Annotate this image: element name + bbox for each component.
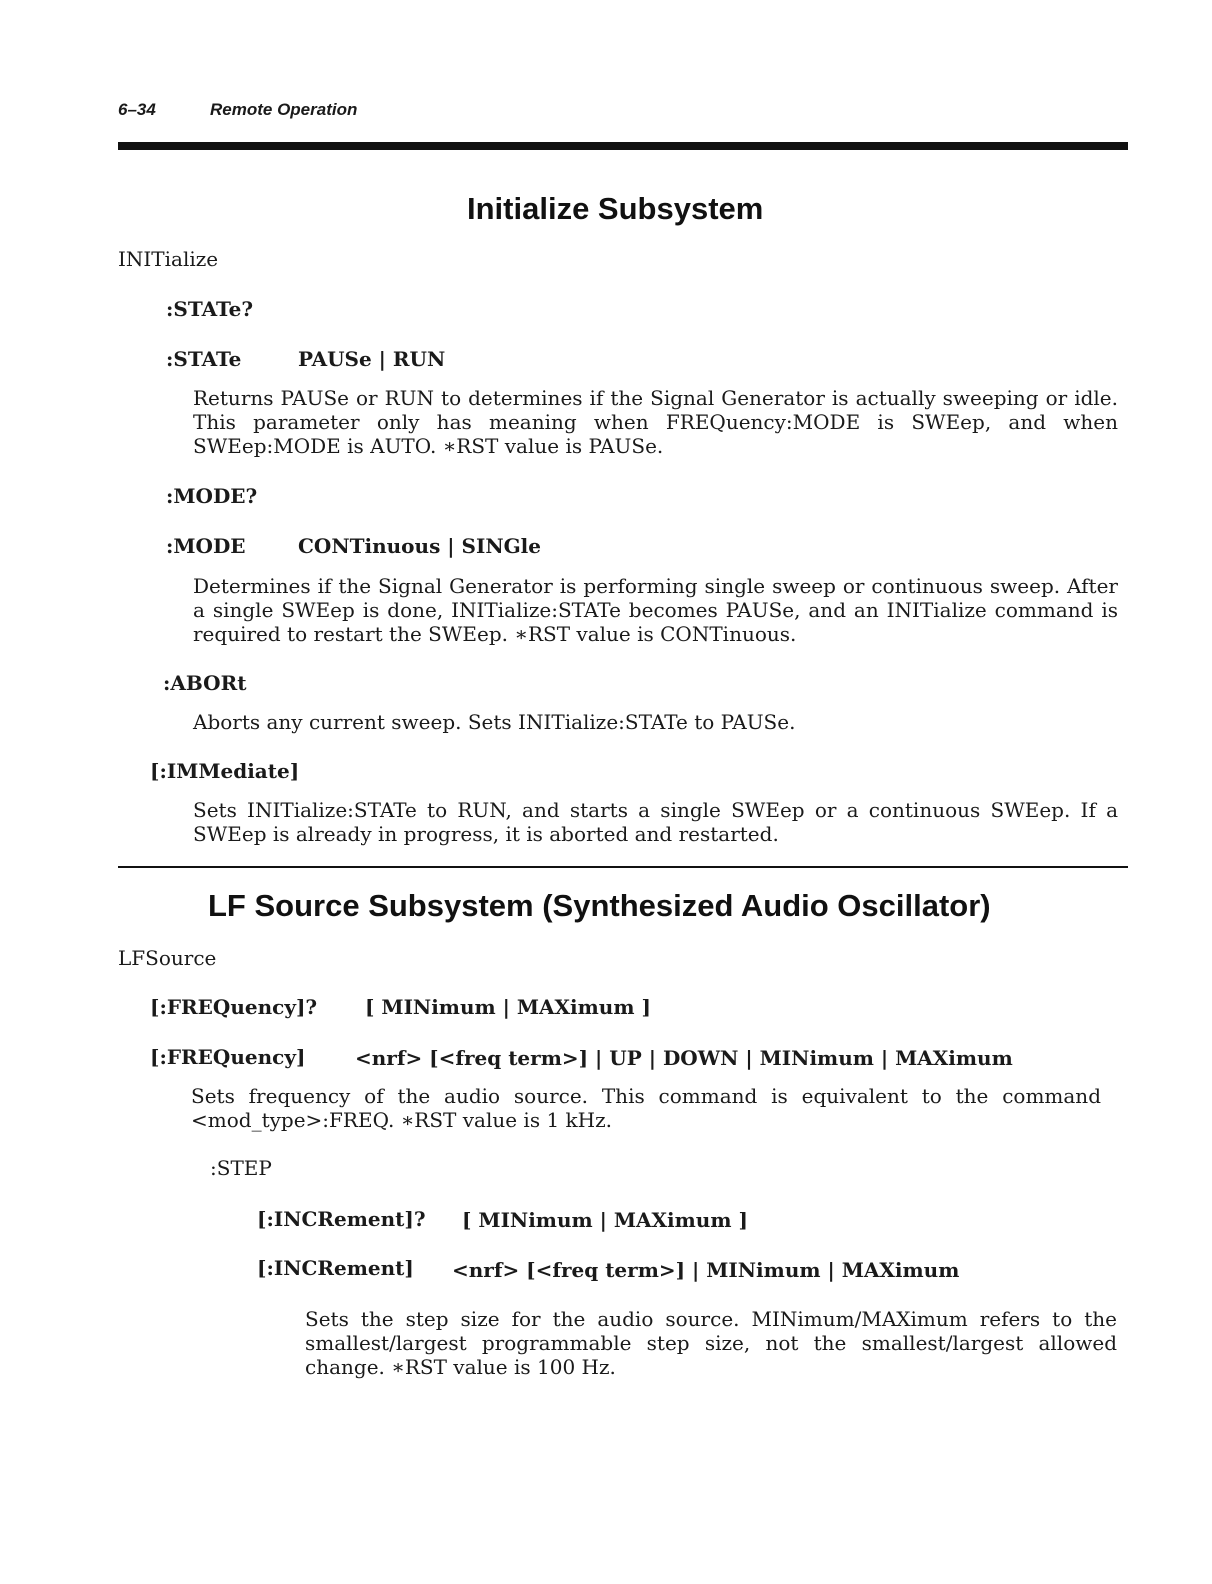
section-divider <box>118 866 1128 868</box>
mode-description: Determines if the Signal Generator is performing single sweep or continuous sweep. After a single SWEep is done, INITialize:STATe becomes PAUSe, and an INITialize command is required to restart the SWEep. ∗RST value is CONTinuous. <box>193 574 1118 646</box>
state-query: :STATe? <box>166 297 254 321</box>
immediate-command: [:IMMediate] <box>150 759 300 783</box>
immediate-description: Sets INITialize:STATe to RUN, and starts a single SWEep or a continuous SWEep. If a SWEep is already in progress, it is aborted and restarted. <box>193 798 1118 846</box>
frequency-description: Sets frequency of the audio source. This command is equivalent to the command <mod_type>:FREQ. ∗RST value is 1 kHz. <box>191 1084 1101 1132</box>
abort-description: Aborts any current sweep. Sets INITialize:STATe to PAUSe. <box>193 710 796 734</box>
state-command: :STATe <box>166 347 242 371</box>
initialize-root: INITialize <box>118 247 219 271</box>
frequency-query: [:FREQuency]? <box>150 995 318 1019</box>
state-description: Returns PAUSe or RUN to determines if the Signal Generator is actually sweeping or idle. This parameter only has meaning when FREQuency:MODE is SWEep, and when SWEep:MODE is AUTO. ∗RST value is PAUSe. <box>193 386 1118 458</box>
increment-description: Sets the step size for the audio source. MINimum/MAXimum refers to the smallest/largest programmable step size, not the smallest/largest allowed change. ∗RST value is 100 Hz. <box>305 1307 1117 1379</box>
state-params: PAUSe | RUN <box>298 347 446 371</box>
step-node: :STEP <box>210 1156 272 1180</box>
mode-query: :MODE? <box>166 484 258 508</box>
page-number: 6–34 <box>118 100 156 119</box>
mode-command: :MODE <box>166 534 246 558</box>
abort-command: :ABORt <box>163 671 247 695</box>
initialize-title: Initialize Subsystem <box>467 191 764 226</box>
frequency-params: <nrf> [<freq term>] | UP | DOWN | MINimum | MAXimum <box>355 1046 1013 1070</box>
increment-params: <nrf> [<freq term>] | MINimum | MAXimum <box>452 1258 960 1282</box>
frequency-command: [:FREQuency] <box>150 1045 306 1069</box>
header-rule <box>118 142 1128 150</box>
lfsource-title: LF Source Subsystem (Synthesized Audio Oscillator) <box>208 888 991 923</box>
frequency-query-params: [ MINimum | MAXimum ] <box>365 995 651 1019</box>
increment-command: [:INCRement] <box>257 1256 414 1280</box>
increment-query: [:INCRement]? <box>257 1207 426 1231</box>
lfsource-root: LFSource <box>118 946 217 970</box>
mode-params: CONTinuous | SINGle <box>298 534 542 558</box>
running-header: Remote Operation <box>210 100 358 119</box>
increment-query-params: [ MINimum | MAXimum ] <box>462 1208 748 1232</box>
